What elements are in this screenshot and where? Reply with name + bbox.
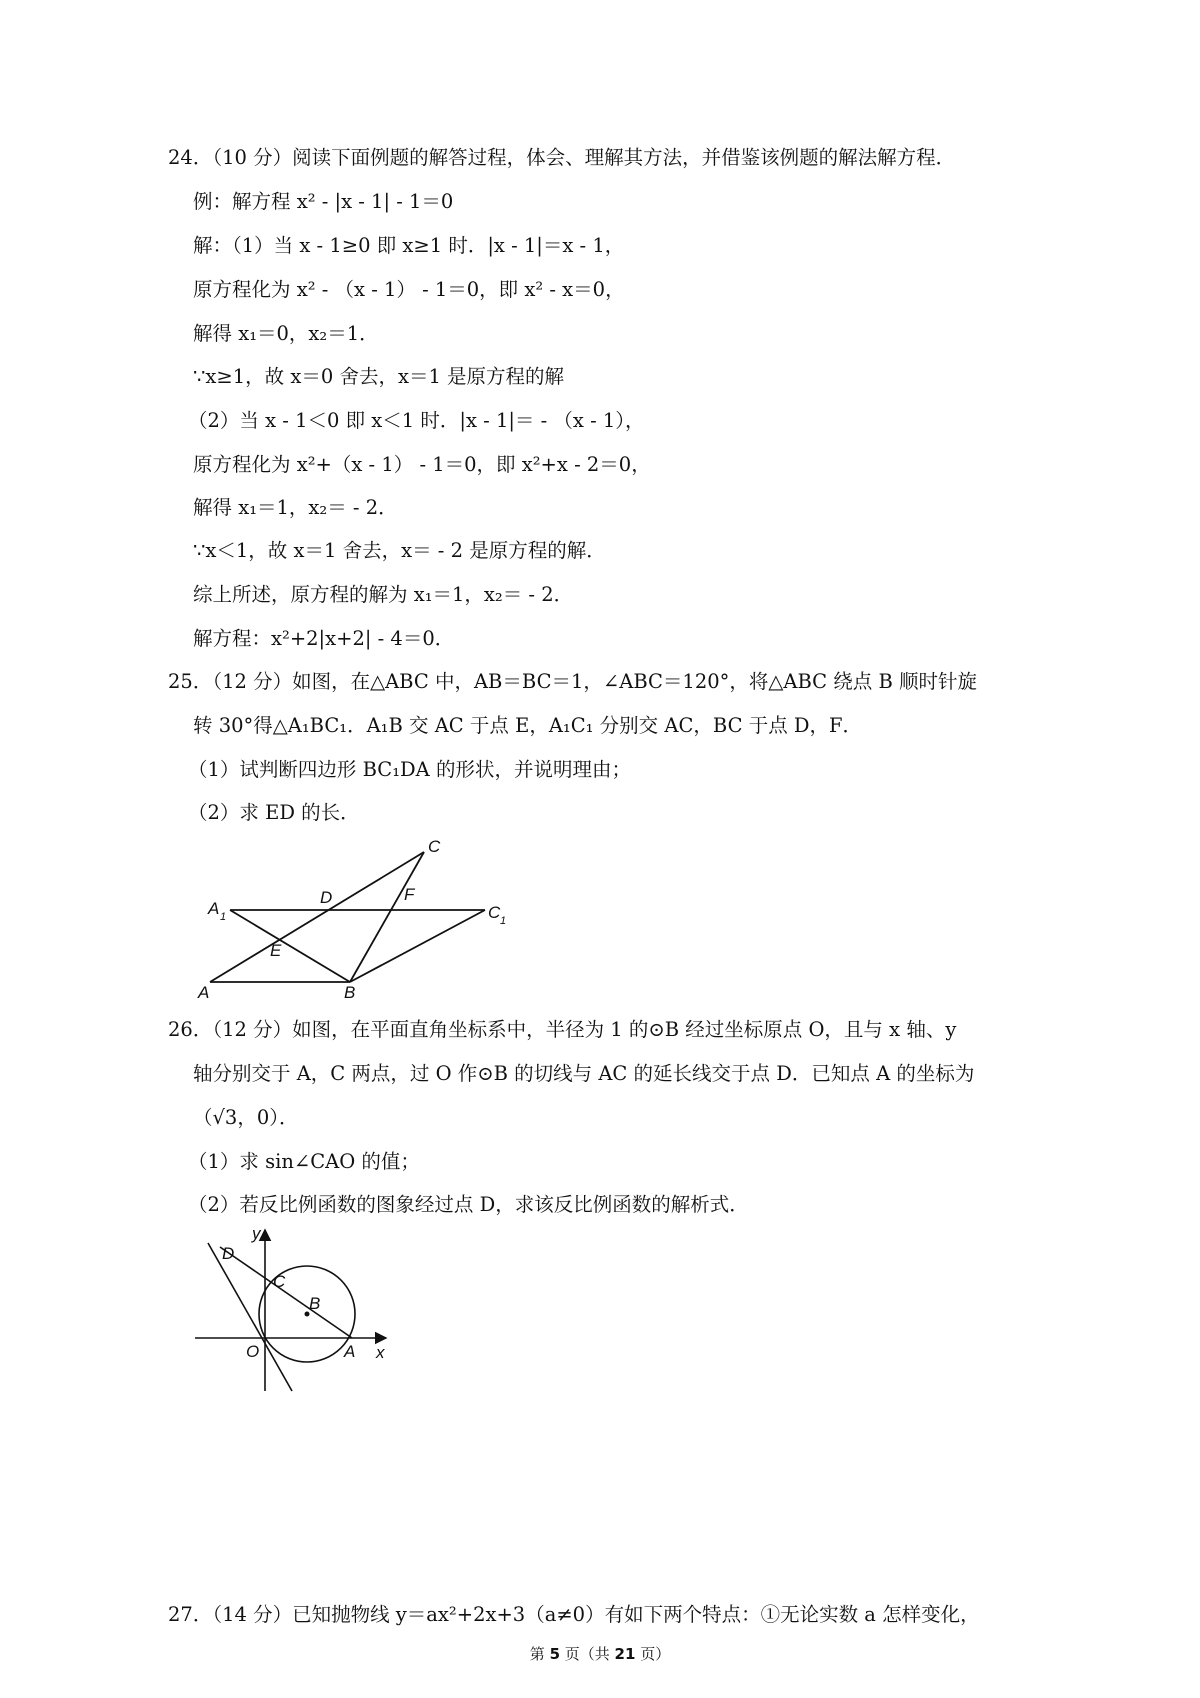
label-C1: C (488, 903, 501, 922)
label-A: A (344, 1342, 356, 1361)
q25-line-1: 转 30°得△A₁BC₁．A₁B 交 AC 于点 E，A₁C₁ 分别交 AC，BC 于点 D，F． (193, 714, 863, 737)
line-DA (220, 1247, 352, 1338)
q25-figure (180, 830, 540, 1010)
label-A1-sub: 1 (220, 911, 227, 923)
q27-title: 27．（14 分）已知抛物线 y＝ax²+2x+3（a≠0）有如下两个特点：①无论实数 a 怎样变化， (168, 1603, 980, 1626)
label-A1: A (208, 899, 220, 918)
page-total: 21 (614, 1645, 636, 1663)
page-footer: 第 5 页（共 21 页） (529, 1645, 671, 1663)
label-O: O (246, 1342, 260, 1361)
q24-line-11: 解方程：x²+2|x+2| - 4＝0． (193, 627, 455, 650)
q24-title: 24．（10 分）阅读下面例题的解答过程，体会、理解其方法，并借鉴该例题的解法解方程． (168, 146, 956, 169)
label-y: y (252, 1225, 261, 1243)
label-C: C (428, 837, 441, 856)
label-B: B (309, 1294, 321, 1313)
page-number: 5 (549, 1645, 560, 1663)
label-F: F (404, 885, 415, 904)
q26-line-2: （√3，0）． (193, 1106, 299, 1129)
label-x: x (376, 1343, 385, 1362)
q24-line-7: 原方程化为 x²+（x - 1） - 1＝0，即 x²+x - 2＝0， (193, 453, 651, 476)
q24-line-4: 解得 x₁＝0，x₂＝1． (193, 322, 379, 345)
label-C: C (273, 1272, 286, 1291)
label-E: E (270, 941, 282, 960)
q25-title: 25．（12 分）如图，在△ABC 中，AB＝BC＝1，∠ABC＝120°，将△ABC 绕点 B 顺时针旋 (168, 670, 978, 693)
q24-line-9: ∵x＜1，故 x＝1 舍去，x＝ - 2 是原方程的解． (193, 539, 606, 562)
label-C1-sub: 1 (500, 915, 507, 927)
q26-line-3: （1）求 sin∠CAO 的值； (188, 1150, 420, 1173)
label-A: A (198, 983, 210, 1002)
q26-line-1: 轴分别交于 A，C 两点，过 O 作⊙B 的切线与 AC 的延长线交于点 D．已知点 A 的坐标为 (193, 1062, 975, 1085)
label-D: D (222, 1244, 235, 1263)
q24-line-5: ∵x≥1，故 x＝0 舍去，x＝1 是原方程的解 (193, 365, 565, 388)
segment-A1B (230, 910, 350, 982)
q25-line-3: （2）求 ED 的长． (188, 801, 360, 824)
q26-line-4: （2）若反比例函数的图象经过点 D，求该反比例函数的解析式． (188, 1193, 749, 1216)
q26-figure (190, 1225, 400, 1395)
q25-line-2: （1）试判断四边形 BC₁DA 的形状，并说明理由； (188, 758, 631, 781)
q24-line-10: 综上所述，原方程的解为 x₁＝1，x₂＝ - 2． (193, 583, 574, 606)
q24-line-8: 解得 x₁＝1，x₂＝ - 2． (193, 496, 398, 519)
q26-title: 26．（12 分）如图，在平面直角坐标系中，半径为 1 的⊙B 经过坐标原点 O，且与 x 轴、y (168, 1018, 957, 1041)
q24-line-1: 例：解方程 x² - |x - 1| - 1＝0 (193, 190, 454, 213)
q24-line-3: 原方程化为 x² - （x - 1） - 1＝0，即 x² - x＝0， (193, 278, 625, 301)
label-B: B (344, 983, 356, 1002)
q24-line-2: 解：（1）当 x - 1≥0 即 x≥1 时．|x - 1|＝x - 1， (193, 234, 625, 257)
label-D: D (320, 888, 333, 907)
q24-line-6: （2）当 x - 1＜0 即 x＜1 时．|x - 1|＝ - （x - 1）， (188, 409, 645, 432)
tangent-line-OD (208, 1243, 292, 1391)
